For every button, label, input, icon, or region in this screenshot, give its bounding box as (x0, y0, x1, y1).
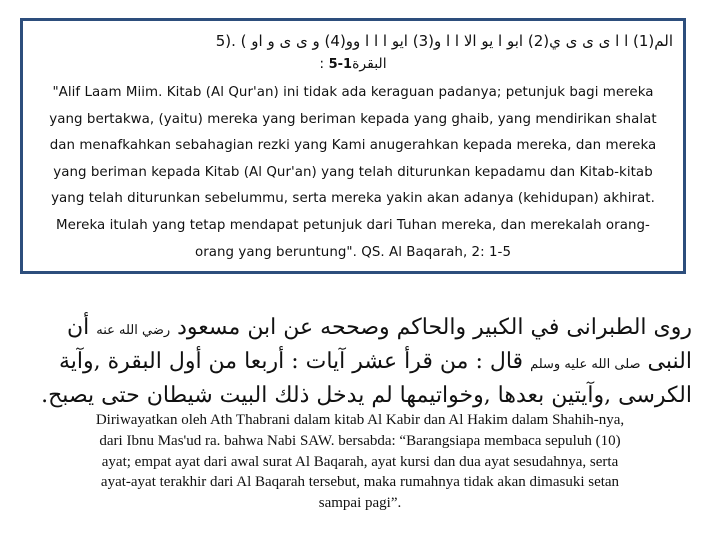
honorific: رضي الله عنه (96, 323, 171, 338)
translation-line: yang bertakwa, (yaitu) mereka yang beriman kepada yang ghaib, yang mendirikan shalat (49, 111, 657, 127)
translation-line: orang yang beruntung". QS. Al Baqarah, 2: 1-5 (194, 244, 512, 260)
hadith-translation-line: ayat-ayat terakhir dari Al Baqarah tersebut, maka rumahnya tidak akan dimasuki setan (100, 474, 620, 491)
hadith-translation-line: dari Ibnu Mas'ud ra. bahwa Nabi SAW. bersabda: “Barangsiapa membaca sepuluh (10) (99, 432, 621, 449)
translation-line: "Alif Laam Miim. Kitab (Al Qur'an) ini tidak ada keraguan padanya; petunjuk bagi mereka (52, 85, 654, 100)
quran-arabic-text: الم(1) ا ا ى ى ى ي(2) ابو ا يو الا ا ا و(3) ايو ا ا ا وو(4) و ى ى و او ) .(5 (215, 32, 673, 50)
hadith-text: قال : من قرأ عشر آيات : أربعا من أول البقرة ,وآية (58, 349, 531, 374)
hadith-translation-block (20, 410, 700, 514)
translation-block (33, 80, 673, 266)
verse-range: 1-5 (328, 57, 353, 72)
hadith-arabic-line: الكرسى ,وآيتين بعدها ,وخواتيمها لم يدخل ذلك البيت شيطان حتى يصبح. (41, 383, 692, 408)
surah-name: البقرة (352, 56, 387, 72)
hadith-text: روى الطبرانى في الكبير والحاكم وصححه عن ابن مسعود (170, 315, 692, 340)
hadith-arabic-line (28, 346, 692, 380)
hadith-text: أن (66, 315, 97, 340)
hadith-translation-line: Diriwayatkan oleh Ath Thabrani dalam kitab Al Kabir dan Al Hakim dalam Shahih-nya, (95, 412, 625, 428)
hadith-translation-line: sampai pagi”. (318, 495, 402, 512)
hadith-arabic-line (28, 312, 692, 346)
translation-line: dan menafkahkan sebahagian rezki yang Kami anugerahkan kepada mereka, dan mereka (49, 138, 657, 154)
quran-verse-box (20, 18, 686, 274)
translation-line: yang beriman kepada Kitab (Al Qur'an) yang telah diturunkan kepadamu dan Kitab-kitab (53, 164, 653, 180)
hadith-text: النبى (640, 349, 692, 374)
translation-line: Mereka itulah yang tetap mendapat petunjuk dari Tuhan mereka, dan merekalah orang- (56, 217, 650, 233)
hadith-translation-line: ayat; empat ayat dari awal surat Al Baqarah, ayat kursi dan dua ayat sesudahnya, serta (101, 453, 619, 470)
surah-reference: البقرة1-5 : (319, 56, 387, 72)
honorific: صلى الله عليه وسلم (530, 357, 641, 372)
hadith-arabic-block (28, 312, 692, 411)
translation-line: yang telah diturunkan sebelummu, serta mereka yakin akan adanya (kehidupan) akhirat. (51, 191, 655, 207)
